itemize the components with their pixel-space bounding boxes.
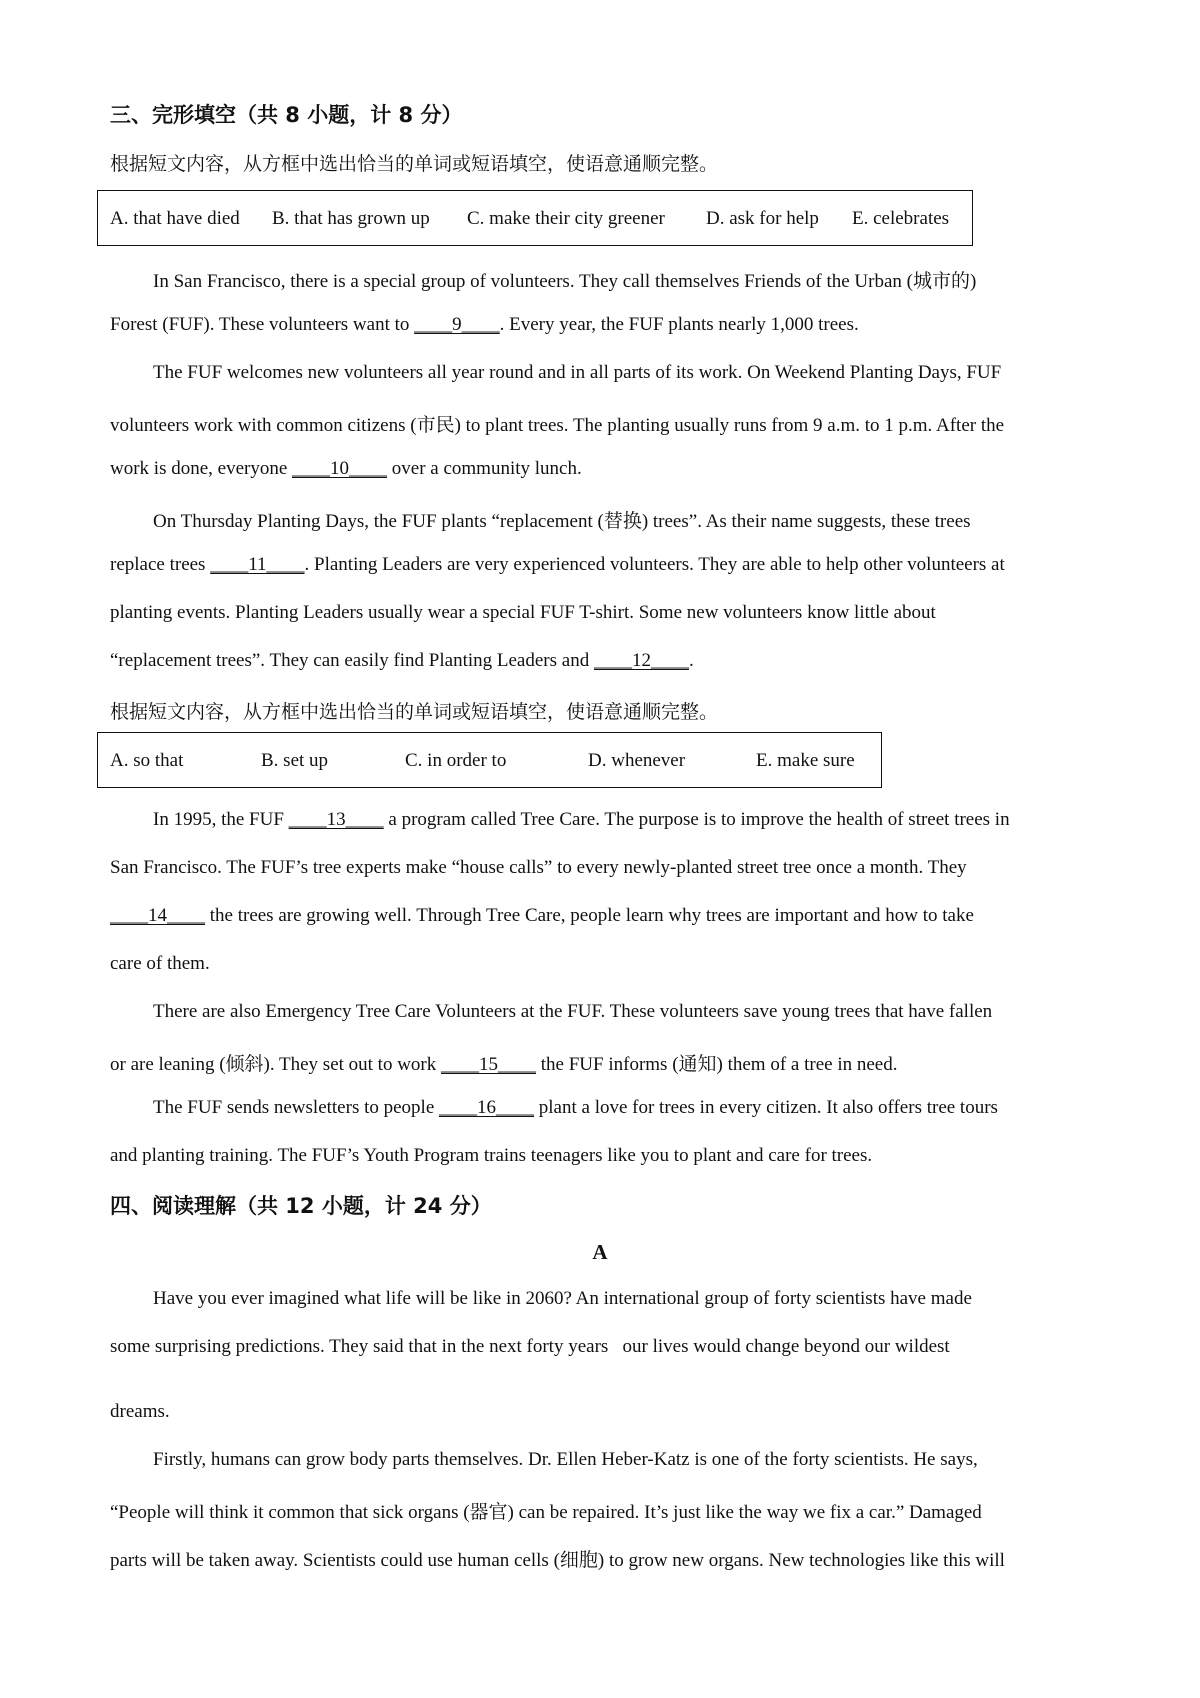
paragraph-3-line-1: On Thursday Planting Days, the FUF plants “replacement (替换) trees”. As their name suggests, these trees [153, 511, 971, 532]
blank-14: ____14____ [110, 905, 205, 926]
paragraph-5-line-2: or are leaning (倾斜). They set out to work ____15____ the FUF informs (通知) them of a tree in need. [110, 1054, 898, 1075]
passage-a-paragraph-1-line-1: Have you ever imagined what life will be like in 2060? An international group of forty scientists have made [153, 1288, 972, 1309]
passage-a-paragraph-2-line-2: “People will think it common that sick organs (器官) can be repaired. It’s just like the way we fix a car.” Damaged [110, 1502, 982, 1523]
blank-16: ____16____ [439, 1097, 535, 1118]
paragraph-3-line-2: replace trees ____11____. Planting Leaders are very experienced volunteers. They are able to help other volunteers at [110, 554, 1005, 575]
paragraph-6-line-1: The FUF sends newsletters to people ____16____ plant a love for trees in every citizen. It also offers tree tours [153, 1097, 998, 1118]
option-e: E. celebrates [852, 208, 950, 229]
passage-a-paragraph-1-line-2: some surprising predictions. They said that in the next forty years our lives would change beyond our wildest [110, 1336, 950, 1357]
option-a: A. that have died [110, 208, 240, 229]
option-e: E. make sure [756, 750, 855, 771]
option-a: A. so that [110, 750, 184, 771]
word-box-2 [97, 732, 882, 788]
paragraph-3-line-4: “replacement trees”. They can easily find Planting Leaders and ____12____. [110, 650, 694, 671]
section-4-title: 四、阅读理解（共 12 小题，计 24 分） [110, 1194, 492, 1218]
paragraph-2-line-1: The FUF welcomes new volunteers all year round and in all parts of its work. On Weekend Planting Days, FUF [153, 362, 1002, 383]
option-c: C. in order to [405, 750, 507, 771]
paragraph-4-line-2: San Francisco. The FUF’s tree experts make “house calls” to every newly-planted street tree once a month. They [110, 857, 967, 878]
paragraph-2-line-3: work is done, everyone ____10____ over a community lunch. [110, 458, 582, 479]
paragraph-4-line-1: In 1995, the FUF ____13____ a program called Tree Care. The purpose is to improve the health of street trees in [153, 809, 1010, 830]
blank-12: ____12____ [593, 650, 689, 671]
blank-11: ____11____ [210, 554, 305, 575]
blank-15: ____15____ [441, 1054, 537, 1075]
paragraph-1-line-1: In San Francisco, there is a special group of volunteers. They call themselves Friends of the Urban (城市的) [153, 271, 977, 292]
passage-a-paragraph-2-line-3: parts will be taken away. Scientists could use human cells (细胞) to grow new organs. New technologies like this will [110, 1550, 1005, 1571]
option-d: D. ask for help [706, 208, 819, 229]
cloze-instruction-2: 根据短文内容，从方框中选出恰当的单词或短语填空，使语意通顺完整。 [110, 701, 719, 723]
cloze-instruction-1: 根据短文内容，从方框中选出恰当的单词或短语填空，使语意通顺完整。 [110, 153, 719, 175]
passage-a-paragraph-1-line-3: dreams. [110, 1401, 170, 1422]
passage-label: A [592, 1240, 608, 1264]
option-b: B. that has grown up [272, 208, 430, 229]
blank-10: ____10____ [292, 458, 388, 479]
paragraph-6-line-2: and planting training. The FUF’s Youth Program trains teenagers like you to plant and care for trees. [110, 1145, 873, 1166]
blank-9: ____9____ [414, 314, 500, 335]
paragraph-4-line-4: care of them. [110, 953, 210, 974]
word-box-1 [97, 190, 973, 246]
blank-13: ____13____ [288, 809, 384, 830]
paragraph-3-line-3: planting events. Planting Leaders usually wear a special FUF T-shirt. Some new volunteers know little about [110, 602, 936, 623]
option-d: D. whenever [588, 750, 686, 771]
paragraph-2-line-2: volunteers work with common citizens (市民) to plant trees. The planting usually runs from 9 a.m. to 1 p.m. After the [110, 415, 1005, 436]
paragraph-4-line-3: ____14____ the trees are growing well. Through Tree Care, people learn why trees are important and how to take [110, 905, 974, 926]
option-b: B. set up [261, 750, 329, 771]
paragraph-5-line-1: There are also Emergency Tree Care Volunteers at the FUF. These volunteers save young trees that have fallen [153, 1001, 993, 1022]
option-c: C. make their city greener [467, 208, 665, 229]
passage-a-paragraph-2-line-1: Firstly, humans can grow body parts themselves. Dr. Ellen Heber-Katz is one of the forty scientists. He says, [153, 1449, 978, 1470]
paragraph-1-line-2: Forest (FUF). These volunteers want to ____9____. Every year, the FUF plants nearly 1,000 trees. [110, 314, 859, 335]
section-3-title: 三、完形填空（共 8 小题，计 8 分） [110, 103, 463, 127]
